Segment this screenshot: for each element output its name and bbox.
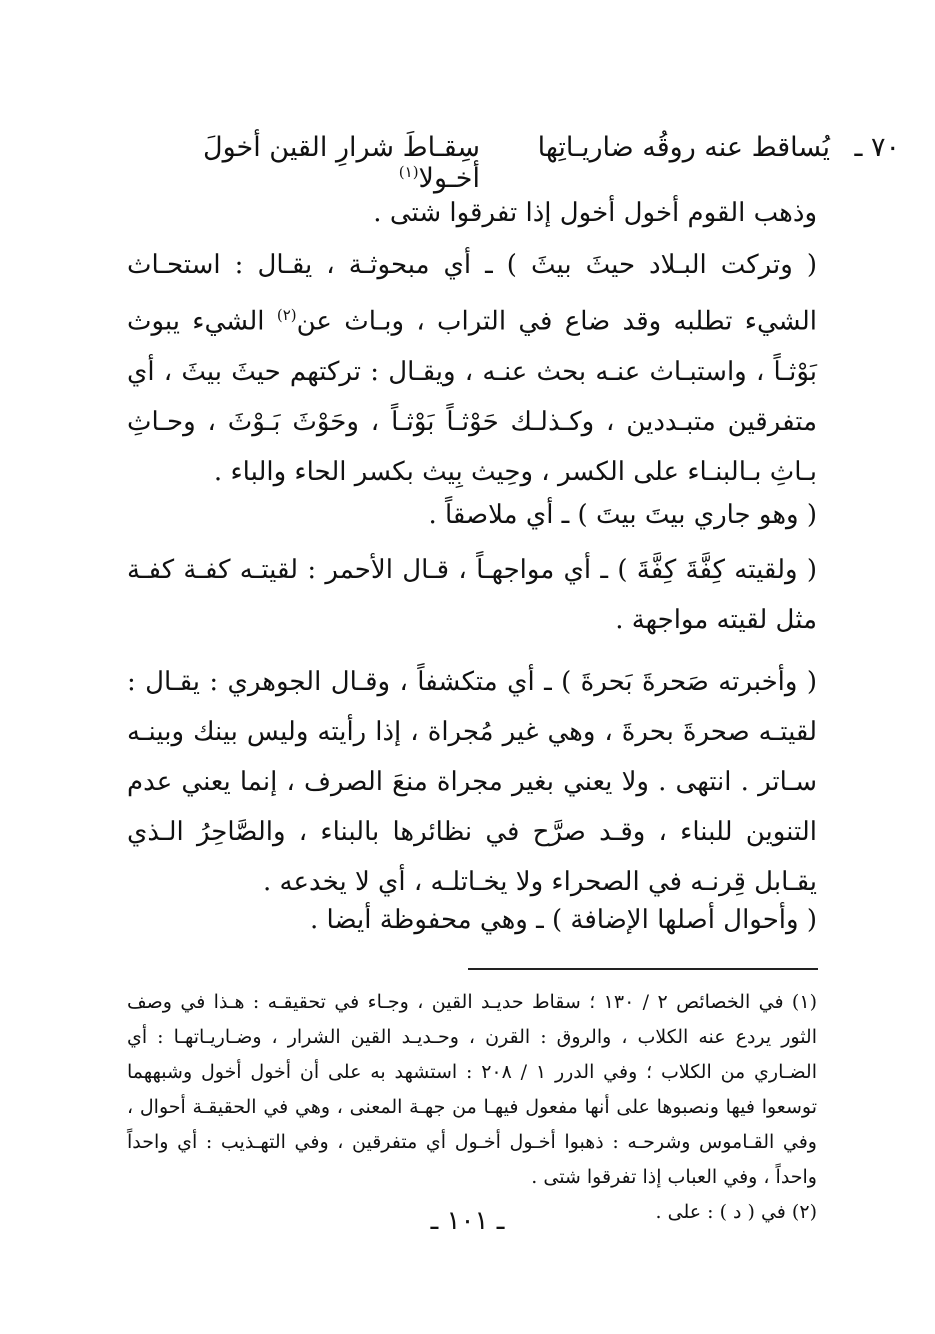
paragraph-3: ( وهو جاري بيتَ بيتَ ) ـ أي ملاصقاً .: [428, 500, 817, 530]
footnote-divider: [468, 968, 818, 970]
paragraph-2: [127, 240, 817, 497]
footnote-marker-2: (٢): [276, 306, 297, 324]
verse-number: ٧٠ ـ: [854, 132, 900, 163]
paragraph-5: ( وأخبرته صَحرةَ بَحرةَ ) ـ أي متكشفاً ، وقـال الجوهري : يقـال : لقيتـه صحرةَ بحرةَ ، وهي غير مُجراة ، إذا رأيته وليس بينك وبينـه سـاتر . انتهى . ولا يعني بغير مجراة منعَ الصرف ، إنما يعني عدم التنوين للبناء ، وقـد صرَّح في نظائرها بالبناء ، والصَّاحِرُ الـذي يقـابل قِرنـه في الصحراء ولا يخـاتلـه ، أي لا يخدعه .: [127, 667, 817, 897]
verse-footnote-marker: (١): [398, 163, 419, 181]
footnotes-section: [127, 985, 817, 1230]
page-number: ـ ١٠١ ـ: [430, 1206, 505, 1236]
verse-second-hemistich: [130, 132, 480, 194]
verse-second-hemistich-text: سِقـاطَ شرارِ القين أخولَ أخـولا: [202, 132, 480, 194]
paragraph-2-part-b: الشيء يبوث بَوْثـاً ، واستبـاث عنـه بحث عنـه ، ويقـال : تركتهم حيثَ بيثَ ، أي متفرقين متبـددين ، وكـذلـك حَوْثـاً بَوْثـاً ، وحَوْثَ بَـوْثَ ، وحـاثِ بـاثِ بـالبنـاء على الكسر ، وحِيث بِيث بكسر الحاء والباء .: [127, 306, 817, 487]
verse-first-hemistich: يُساقط عنه روقُه ضاريـاتِها: [537, 132, 830, 163]
footnote-1: (١) في الخصائص ٢ / ١٣٠ ؛ سقاط حديـد القين ، وجـاء في تحقيقـه : هـذا في وصف الثور يردع عنه الكلاب ، والروق : القرن ، وحـديـد القين الشرار ، وضـاريـاتهـا : أي الضـاري من الكلاب ؛ وفي الدرر ١ / ٢٠٨ : استشهد به على أن أخول أخول وشبههما توسعوا فيها ونصبوها على أنها مفعول فيهـا من جهـة المعنى ، وهي في الحقيقـة أحوال ، وفي القـاموس وشرحـه : ذهبوا أخـول أخـول أي متفرقين ، وفي التهـذيب : أي واحداً واحداً ، وفي العباب إذا تفرقوا شتى .: [127, 991, 817, 1188]
paragraph-4: ( ولقيته كِفَّةَ كِفَّةَ ) ـ أي مواجهـاً ، قـال الأحمر : لقيتـه كفـة كفـة مثل لقيته مواجهة .: [127, 555, 817, 635]
paragraph-2-part-a: ( وتركت البـلاد حيثَ بيثَ ) ـ أي مبحوثـة ، يقـال : استحـاث الشيء تطلبه وقد ضاع في التراب ، وبـاث عن: [127, 250, 817, 337]
paragraph-1: وذهب القوم أخول أخول إذا تفرقوا شتى .: [373, 198, 817, 228]
paragraph-6: ( وأحوال أصلها الإضافة ) ـ وهي محفوظة أيضا .: [310, 905, 817, 935]
footnote-2: (٢) في ( د ) : على .: [655, 1201, 817, 1223]
poetry-verse: [130, 118, 900, 194]
